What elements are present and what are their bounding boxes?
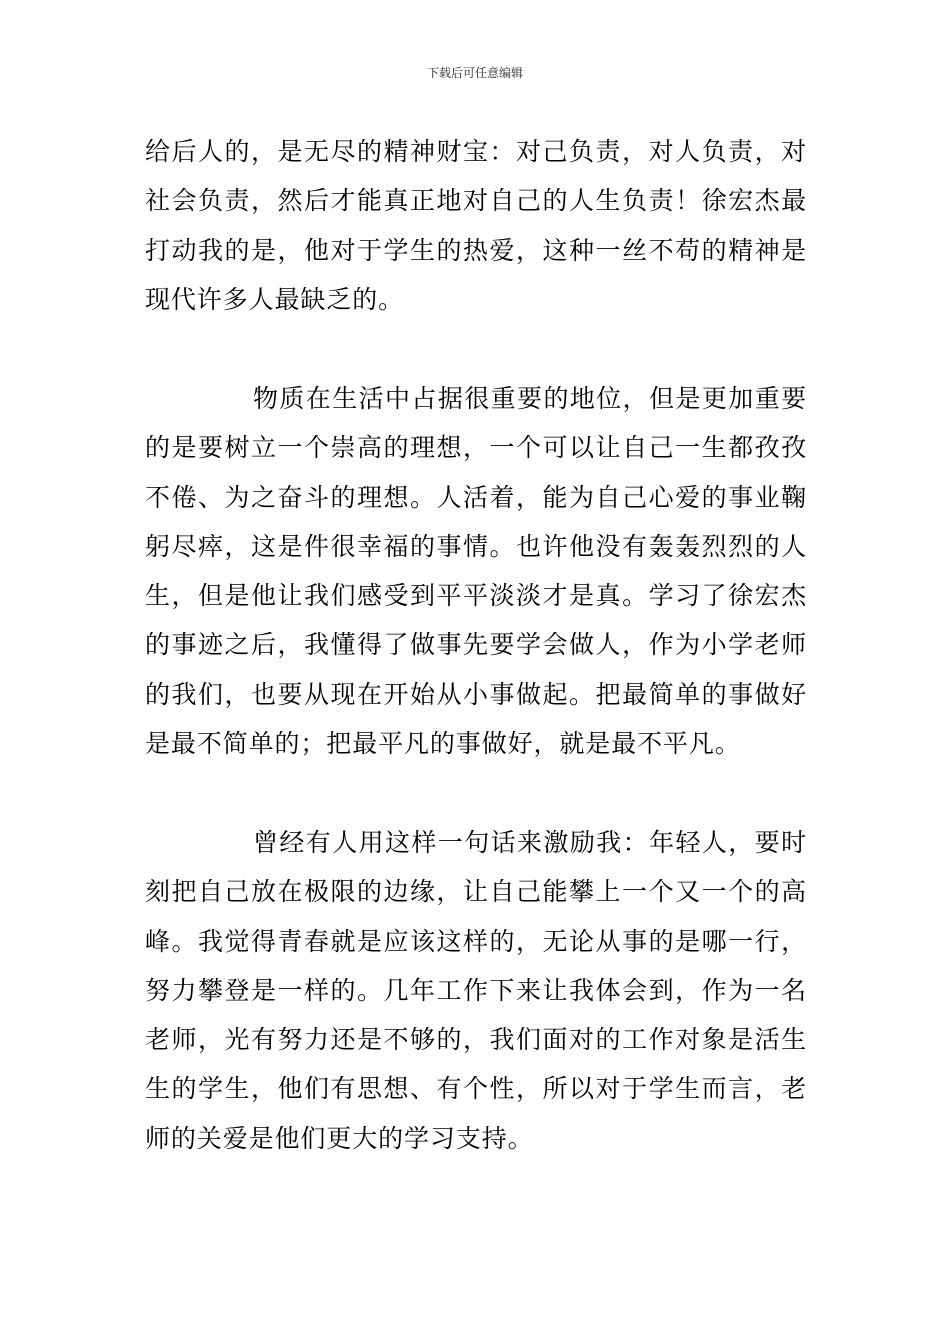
paragraph-block [145, 127, 807, 324]
paragraph-text: 曾经有人用这样一句话来激励我：年轻人，要时刻把自己放在极限的边缘，让自己能攀上一个又一个的高峰。我觉得青春就是应该这样的，无论从事的是哪一行，努力攀登是一样的。几年工作下来让我体会到，作为一名老师，光有努力还是不够的，我们面对的工作对象是活生生的学生，他们有思想、有个性，所以对于学生而言，老师的关爱是他们更大的学习支持。 [145, 828, 807, 1153]
paragraph-block [145, 374, 807, 768]
paragraph-text: 物质在生活中占据很重要的地位，但是更加重要的是要树立一个崇高的理想，一个可以让自己一生都孜孜不倦、为之奋斗的理想。人活着，能为自己心爱的事业鞠躬尽瘁，这是件很幸福的事情。也许他没有轰轰烈烈的人生，但是他让我们感受到平平淡淡才是真。学习了徐宏杰的事迹之后，我懂得了做事先要学会做人，作为小学老师的我们，也要从现在开始从小事做起。把最简单的事做好是最不简单的；把最平凡的事做好，就是最不平凡。 [145, 384, 807, 759]
paragraph-text: 给后人的，是无尽的精神财宝：对己负责，对人负责，对社会负责，然后才能真正地对自己的人生负责！徐宏杰最打动我的是，他对于学生的热爱，这种一丝不苟的精神是现代许多人最缺乏的。 [145, 137, 807, 314]
paragraph-block [145, 818, 807, 1163]
page-header: 下载后可任意编辑 [426, 66, 523, 80]
